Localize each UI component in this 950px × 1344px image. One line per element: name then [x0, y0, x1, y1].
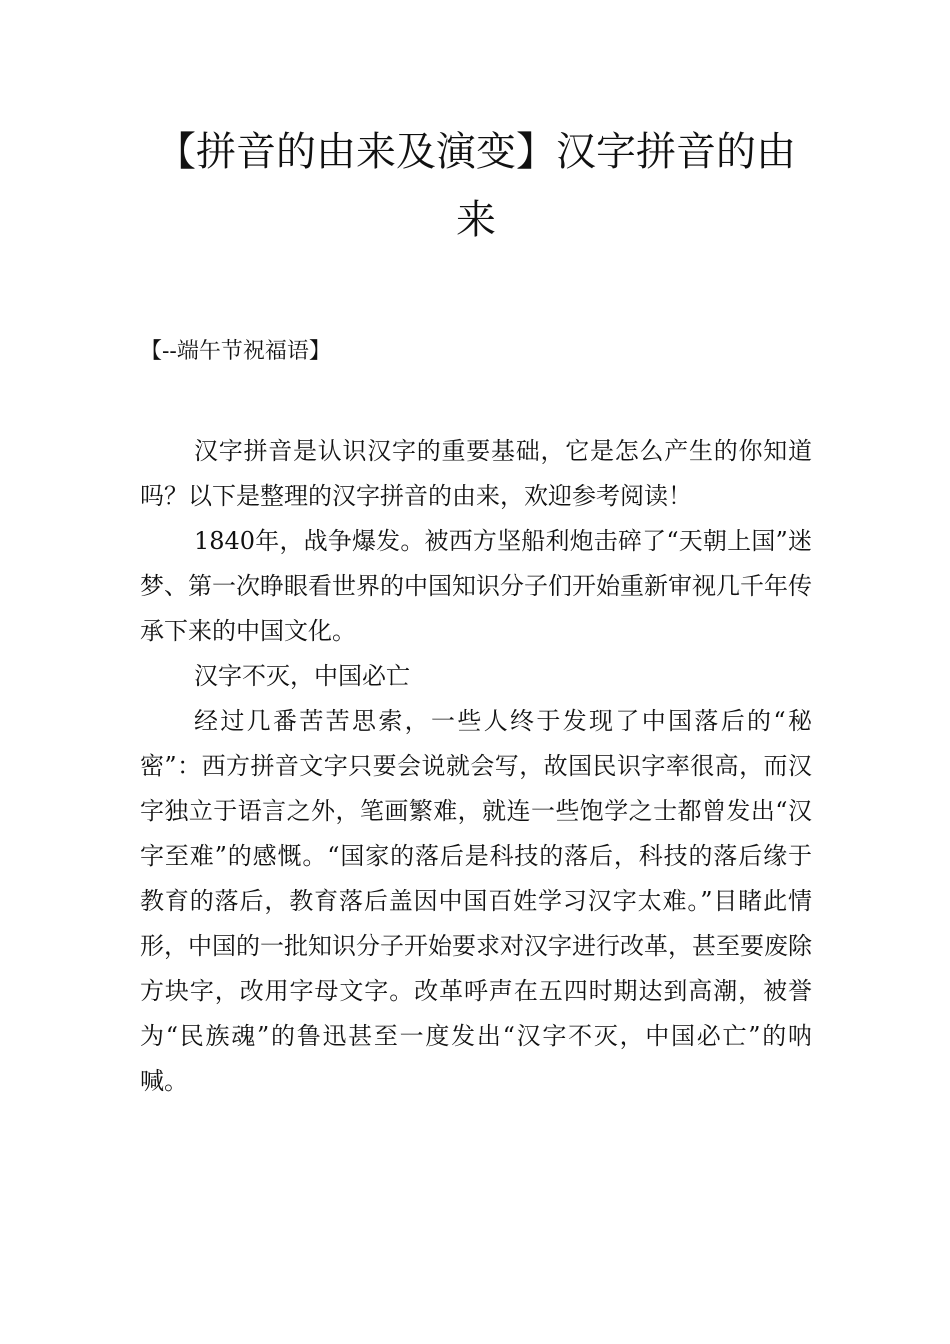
paragraph-1840: 1840年，战争爆发。被西方坚船利炮击碎了“天朝上国”迷梦、第一次睁眼看世界的中国知识分子们开始重新审视几千年传承下来的中国文化。	[140, 527, 812, 645]
document-body	[140, 429, 812, 1104]
document-title: 【拼音的由来及演变】汉字拼音的由来	[156, 129, 796, 243]
paragraph-reform: 经过几番苦苦思索，一些人终于发现了中国落后的“秘密”：西方拼音文字只要会说就会写，故国民识字率很高，而汉字独立于语言之外，笔画繁难，就连一些饱学之士都曾发出“汉字至难”的感慨。“国家的落后是科技的落后，科技的落后缘于教育的落后，教育落后盖因中国百姓学习汉字太难。”目睹此情形，中国的一批知识分子开始要求对汉字进行改革，甚至要废除方块字，改用字母文字。改革呼声在五四时期达到高潮，被誉为“民族魂”的鲁迅甚至一度发出“汉字不灭，中国必亡”的呐喊。	[140, 707, 812, 1095]
paragraph-subheading: 汉字不灭，中国必亡	[194, 662, 410, 690]
category-tag: 【--端午节祝福语】	[140, 339, 331, 364]
paragraph-intro: 汉字拼音是认识汉字的重要基础，它是怎么产生的你知道吗？以下是整理的汉字拼音的由来，欢迎参考阅读！	[140, 437, 812, 510]
